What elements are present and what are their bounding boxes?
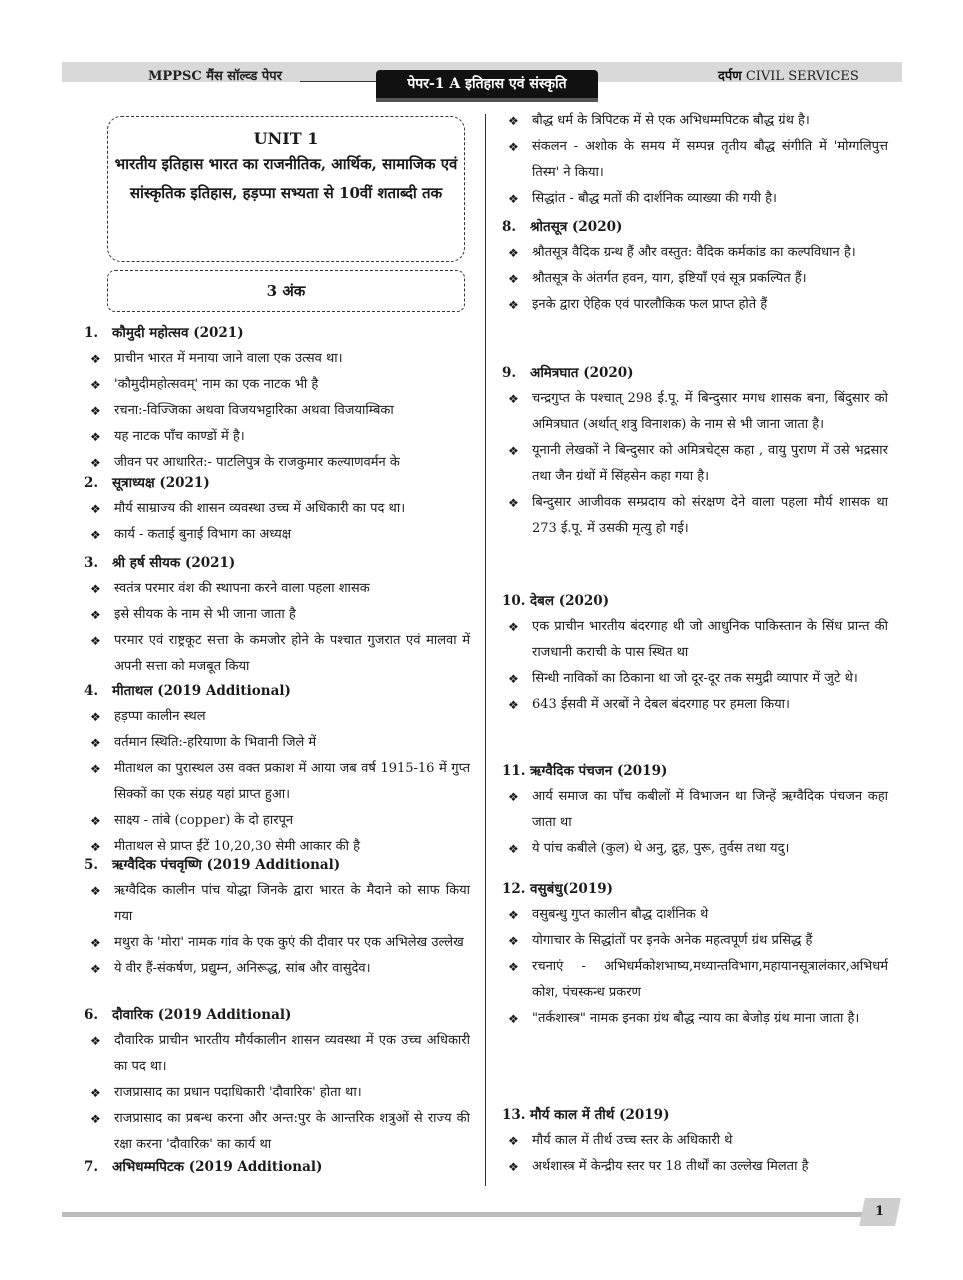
section-number: 7. [84,1159,99,1175]
bullet-point [84,424,470,450]
bullet-list [84,346,470,476]
section-title [502,758,888,784]
diamond-bullet-icon: ❖ [90,814,101,828]
diamond-bullet-icon: ❖ [90,352,101,366]
section-number: 2. [84,475,99,491]
section-title-text: सूत्राध्यक्ष (2021) [112,475,210,491]
header-brand [718,66,859,84]
bullet-text: श्रौतसूत्र के अंतर्गत हवन, याग, इष्टियाँ एवं सूत्र प्रकल्पित हैं। [532,271,807,286]
unit-box [107,116,465,262]
bullet-text: बौद्ध धर्म के त्रिपिटक में से एक अभिधम्मपिटक बौद्ध ग्रंथ है। [532,113,810,128]
bullet-point [84,1028,470,1080]
bullet-text: इनके द्वारा ऐहिक एवं पारलौकिक फल प्राप्त होते हैं [532,297,768,312]
section-number: 10. [502,593,526,609]
diamond-bullet-icon: ❖ [90,456,101,470]
diamond-bullet-icon: ❖ [508,1160,519,1174]
bullet-point [84,878,470,930]
section-title-text: कौमुदी महोत्सव (2021) [112,325,244,341]
page-number-text: 1 [875,1204,885,1219]
bullet-text: साक्ष्य - तांबे (copper) के दो हारपून [114,813,294,828]
bullet-text: परमार एवं राष्ट्रकूट सत्ता के कमजोर होने के पश्चात गुजरात एवं मालवा में अपनी सत्ता को मजबूत किया [114,633,470,674]
section-title [502,876,888,902]
bullet-text: संकलन - अशोक के समय में सम्पन्न तृतीय बौद्ध संगीति में 'मोग्गलिपुत्त तिस्म' ने किया। [532,139,888,180]
section-title [84,550,470,576]
bullet-text: मीताथल का पुरास्थल उस वक्त प्रकाश में आया जब वर्ष 1915-16 में गुप्त सिक्कों का एक संग्रह यहां प्राप्त हुआ। [114,761,470,802]
page-number [859,1198,901,1226]
bullet-text: योगाचार के सिद्धांतों पर इनके अनेक महत्वपूर्ण ग्रंथ प्रसिद्ध हैं [532,933,813,948]
section-5 [84,852,470,982]
bullet-text: कार्य - कताई बुनाई विभाग का अध्यक्ष [114,527,292,542]
diamond-bullet-icon: ❖ [508,192,519,206]
section-title-text: वसुबंधु(2019) [530,881,613,897]
bullet-point [84,1080,470,1106]
section-10 [502,360,888,542]
diamond-bullet-icon: ❖ [508,960,519,974]
diamond-bullet-icon: ❖ [508,698,519,712]
diamond-bullet-icon: ❖ [508,1012,519,1026]
bullet-text: ये पांच कबीले (कुल) थे अनु, द्रुह, पुरू, तुर्वस तथा यदु। [532,841,790,856]
section-number: 5. [84,857,99,873]
bullet-point [502,902,888,928]
section-title-text: अभिधम्मपिटक (2019 Additional) [112,1159,323,1175]
bullet-text: ऋग्वैदिक कालीन पांच योद्धा जिनके द्वारा भारत के मैदाने को साफ किया गया [114,883,470,924]
column-divider [485,114,486,1186]
section-11 [502,588,888,718]
bullet-list [502,108,888,212]
bullet-point [502,666,888,692]
bullet-text: यह नाटक पाँच काण्डों में है। [114,429,245,444]
bullet-text: हड़प्पा कालीन स्थल [114,709,206,724]
bullet-text: चन्द्रगुप्त के पश्चात् 298 ई.पू. में बिन्दुसार मगध शासक बना, बिंदुसार को अमित्रघात (अर्थात् शत्रु विनाशक) के नाम से भी जाना जाता है। [532,391,888,432]
diamond-bullet-icon: ❖ [90,840,101,854]
bullet-text: एक प्राचीन भारतीय बंदरगाह थी जो आधुनिक पाकिस्तान के सिंध प्रान्त की राजधानी कराची के पास स्थित था [532,619,888,660]
section-title-text: अमित्रघात (2020) [530,365,634,381]
diamond-bullet-icon: ❖ [90,528,101,542]
diamond-bullet-icon: ❖ [90,884,101,898]
section-9 [502,214,888,318]
diamond-bullet-icon: ❖ [90,608,101,622]
bullet-text: प्राचीन भारत में मनाया जाने वाला एक उत्सव था। [114,351,343,366]
bullet-text: रचना:-विज्जिका अथवा विजयभट्टारिका अथवा विजयाम्बिका [114,403,394,418]
bullet-point [502,134,888,186]
bullet-point [84,730,470,756]
section-number: 3. [84,555,99,571]
bullet-point [84,756,470,808]
bullet-text: जीवन पर आधारित:- पाटलिपुत्र के राजकुमार कल्याणवर्मन के [114,455,400,470]
marks-heading: 3 अंक [107,270,465,312]
diamond-bullet-icon: ❖ [90,736,101,750]
diamond-bullet-icon: ❖ [508,272,519,286]
header-rule [300,81,376,82]
section-6 [84,1002,470,1158]
bullet-list [502,784,888,862]
section-number: 13. [502,1107,526,1123]
section-13 [502,876,888,1032]
bullet-point [502,292,888,318]
section-title [84,1154,470,1180]
bullet-text: वसुबन्धु गुप्त कालीन बौद्ध दार्शनिक थे [532,907,709,922]
diamond-bullet-icon: ❖ [508,246,519,260]
section-8 [502,108,888,212]
section-title [502,360,888,386]
bullet-point [502,614,888,666]
diamond-bullet-icon: ❖ [90,1086,101,1100]
header-left-title: MPPSC मैंस सॉल्व्ड पेपर [148,69,282,84]
bullet-text: अर्थशास्त्र में केन्द्रीय स्तर पर 18 तीर्थों का उल्लेख मिलता है [532,1159,809,1174]
diamond-bullet-icon: ❖ [90,502,101,516]
section-number: 9. [502,365,517,381]
diamond-bullet-icon: ❖ [90,936,101,950]
bullet-list [84,704,470,860]
bullet-point [502,186,888,212]
bullet-point [84,602,470,628]
unit-description: भारतीय इतिहास भारत का राजनीतिक, आर्थिक, सामाजिक एवं सांस्कृतिक इतिहास, हड़प्पा सभ्यता से 10वीं शताब्दी तक [114,155,458,202]
bullet-list [84,496,470,548]
bullet-list [502,386,888,542]
section-title-text: देबल (2020) [530,593,610,609]
bullet-text: यूनानी लेखकों ने बिन्दुसार को अमित्रचेट्स कहा , वायु पुराण में उसे भद्रसार तथा जैन ग्रंथों में सिंहसेन कहा गया है। [532,443,888,484]
bullet-list [84,1028,470,1158]
section-1 [84,320,470,476]
bullet-point [502,438,888,490]
diamond-bullet-icon: ❖ [90,1034,101,1048]
section-title [502,1102,888,1128]
bullet-list [84,878,470,982]
bullet-point [502,386,888,438]
diamond-bullet-icon: ❖ [90,762,101,776]
section-7 [84,1154,470,1180]
bullet-point [84,496,470,522]
bullet-text: वर्तमान स्थिति:-हरियाणा के भिवानी जिले में [114,735,317,750]
section-number: 1. [84,325,99,341]
section-title [84,678,470,704]
bullet-text: इसे सीयक के नाम से भी जाना जाता है [114,607,296,622]
bullet-point [84,398,470,424]
section-title-text: मीताथल (2019 Additional) [112,683,291,699]
diamond-bullet-icon: ❖ [90,378,101,392]
section-title [84,470,470,496]
section-title-text: दौवारिक (2019 Additional) [112,1007,292,1023]
bullet-point [502,1128,888,1154]
section-title-text: ऋग्वैदिक पंचवृष्णि (2019 Additional) [112,857,341,873]
section-number: 12. [502,881,526,897]
section-14 [502,1102,888,1180]
bullet-point [84,808,470,834]
bullet-point [84,522,470,548]
section-title [84,852,470,878]
diamond-bullet-icon: ❖ [90,404,101,418]
section-title-text: श्रोतसूत्र (2020) [530,219,623,235]
section-title [84,1002,470,1028]
bullet-text: मौर्य काल में तीर्थ उच्च स्तर के अधिकारी थे [532,1133,733,1148]
diamond-bullet-icon: ❖ [90,1112,101,1126]
section-3 [84,550,470,680]
brand-rest: CIVIL SERVICES [745,69,859,84]
brand-bold: दर्पण [718,69,742,84]
header-paper-title: पेपर-1 A इतिहास एवं संस्कृति [376,70,598,98]
bullet-text: 643 ईसवी में अरबों ने देबल बंदरगाह पर हमला किया। [532,697,790,712]
bullet-point [502,240,888,266]
footer-bar [62,1212,872,1217]
bullet-point [84,346,470,372]
section-title-text: मौर्य काल में तीर्थ (2019) [530,1107,670,1123]
bullet-list [84,576,470,680]
bullet-point [84,1106,470,1158]
bullet-text: मौर्य साम्राज्य की शासन व्यवस्था उच्च में अधिकारी का पद था। [114,501,406,516]
section-title [502,214,888,240]
bullet-text: राजप्रासाद का प्रधान पदाधिकारी 'दौवारिक' होता था। [114,1085,362,1100]
section-number: 6. [84,1007,99,1023]
section-title-text: ऋग्वैदिक पंचजन (2019) [530,763,668,779]
diamond-bullet-icon: ❖ [508,298,519,312]
diamond-bullet-icon: ❖ [90,634,101,648]
diamond-bullet-icon: ❖ [508,672,519,686]
diamond-bullet-icon: ❖ [508,908,519,922]
bullet-list [502,902,888,1032]
bullet-point [502,784,888,836]
bullet-list [502,240,888,318]
diamond-bullet-icon: ❖ [90,430,101,444]
bullet-point [502,108,888,134]
bullet-point [502,1006,888,1032]
section-number: 11. [502,763,526,779]
unit-title: UNIT 1 [253,129,319,148]
bullet-text: स्वतंत्र परमार वंश की स्थापना करने वाला पहला शासक [114,581,370,596]
diamond-bullet-icon: ❖ [508,934,519,948]
bullet-text: आर्य समाज का पाँच कबीलों में विभाजन था जिन्हें ऋग्वैदिक पंचजन कहा जाता था [532,789,888,830]
bullet-point [84,372,470,398]
bullet-text: सिन्धी नाविकों का ठिकाना था जो दूर-दूर तक समुद्री व्यापार में जुटे थे। [532,671,858,686]
diamond-bullet-icon: ❖ [508,114,519,128]
bullet-text: 'कौमुदीमहोत्सवम्' नाम का एक नाटक भी है [114,377,319,392]
diamond-bullet-icon: ❖ [508,444,519,458]
bullet-text: मथुरा के 'मोरा' नामक गांव के एक कुएं की दीवार पर एक अभिलेख उल्लेख [114,935,464,950]
bullet-point [502,266,888,292]
diamond-bullet-icon: ❖ [508,496,519,510]
diamond-bullet-icon: ❖ [90,582,101,596]
bullet-text: ये वीर हैं-संकर्षण, प्रद्युम्न, अनिरूद्ध, सांब और वासुदेव। [114,961,371,976]
bullet-list [502,1128,888,1180]
diamond-bullet-icon: ❖ [508,392,519,406]
section-12 [502,758,888,862]
bullet-point [502,928,888,954]
bullet-point [502,954,888,1006]
section-title [502,588,888,614]
section-title [84,320,470,346]
section-4 [84,678,470,860]
bullet-text: दौवारिक प्राचीन भारतीय मौर्यकालीन शासन व्यवस्था में एक उच्च अधिकारी का पद था। [114,1033,470,1074]
bullet-point [502,836,888,862]
bullet-text: रचनाएं - अभिधर्मकोशभाष्य,मध्यान्तविभाग,महायानसूत्रालंकार,अभिधर्म कोश, पंचस्कन्ध प्रकरण [532,959,888,1000]
bullet-text: मीताथल से प्राप्त ईंटें 10,20,30 सेमी आकार की है [114,839,361,854]
diamond-bullet-icon: ❖ [508,1134,519,1148]
bullet-point [84,628,470,680]
bullet-list [502,614,888,718]
diamond-bullet-icon: ❖ [508,790,519,804]
bullet-text: श्रौतसूत्र वैदिक ग्रन्थ हैं और वस्तुत: वैदिक कर्मकांड का कल्पविधान है। [532,245,856,260]
bullet-text: "तर्कशास्त्र" नामक इनका ग्रंथ बौद्ध न्याय का बेजोड़ ग्रंथ माना जाता है। [532,1011,860,1026]
bullet-text: सिद्धांत - बौद्ध मतों की दार्शनिक व्याख्या की गयी है। [532,191,777,206]
diamond-bullet-icon: ❖ [90,962,101,976]
section-title-text: श्री हर्ष सीयक (2021) [112,555,236,571]
diamond-bullet-icon: ❖ [508,140,519,154]
bullet-text: राजप्रासाद का प्रबन्ध करना और अन्त:पुर के आन्तरिक शत्रुओं से राज्य की रक्षा करना 'दौवारिक' का कार्य था [114,1111,470,1152]
bullet-point [502,692,888,718]
bullet-point [502,490,888,542]
diamond-bullet-icon: ❖ [508,620,519,634]
diamond-bullet-icon: ❖ [508,842,519,856]
bullet-point [502,1154,888,1180]
bullet-point [84,576,470,602]
bullet-point [84,704,470,730]
diamond-bullet-icon: ❖ [90,710,101,724]
bullet-point [84,956,470,982]
bullet-text: बिन्दुसार आजीवक सम्प्रदाय को संरक्षण देने वाला पहला मौर्य शासक था 273 ई.पू. में उसकी मृत्यु हो गई। [532,495,888,536]
bullet-point [84,930,470,956]
section-number: 8. [502,219,517,235]
section-2 [84,470,470,548]
section-number: 4. [84,683,99,699]
